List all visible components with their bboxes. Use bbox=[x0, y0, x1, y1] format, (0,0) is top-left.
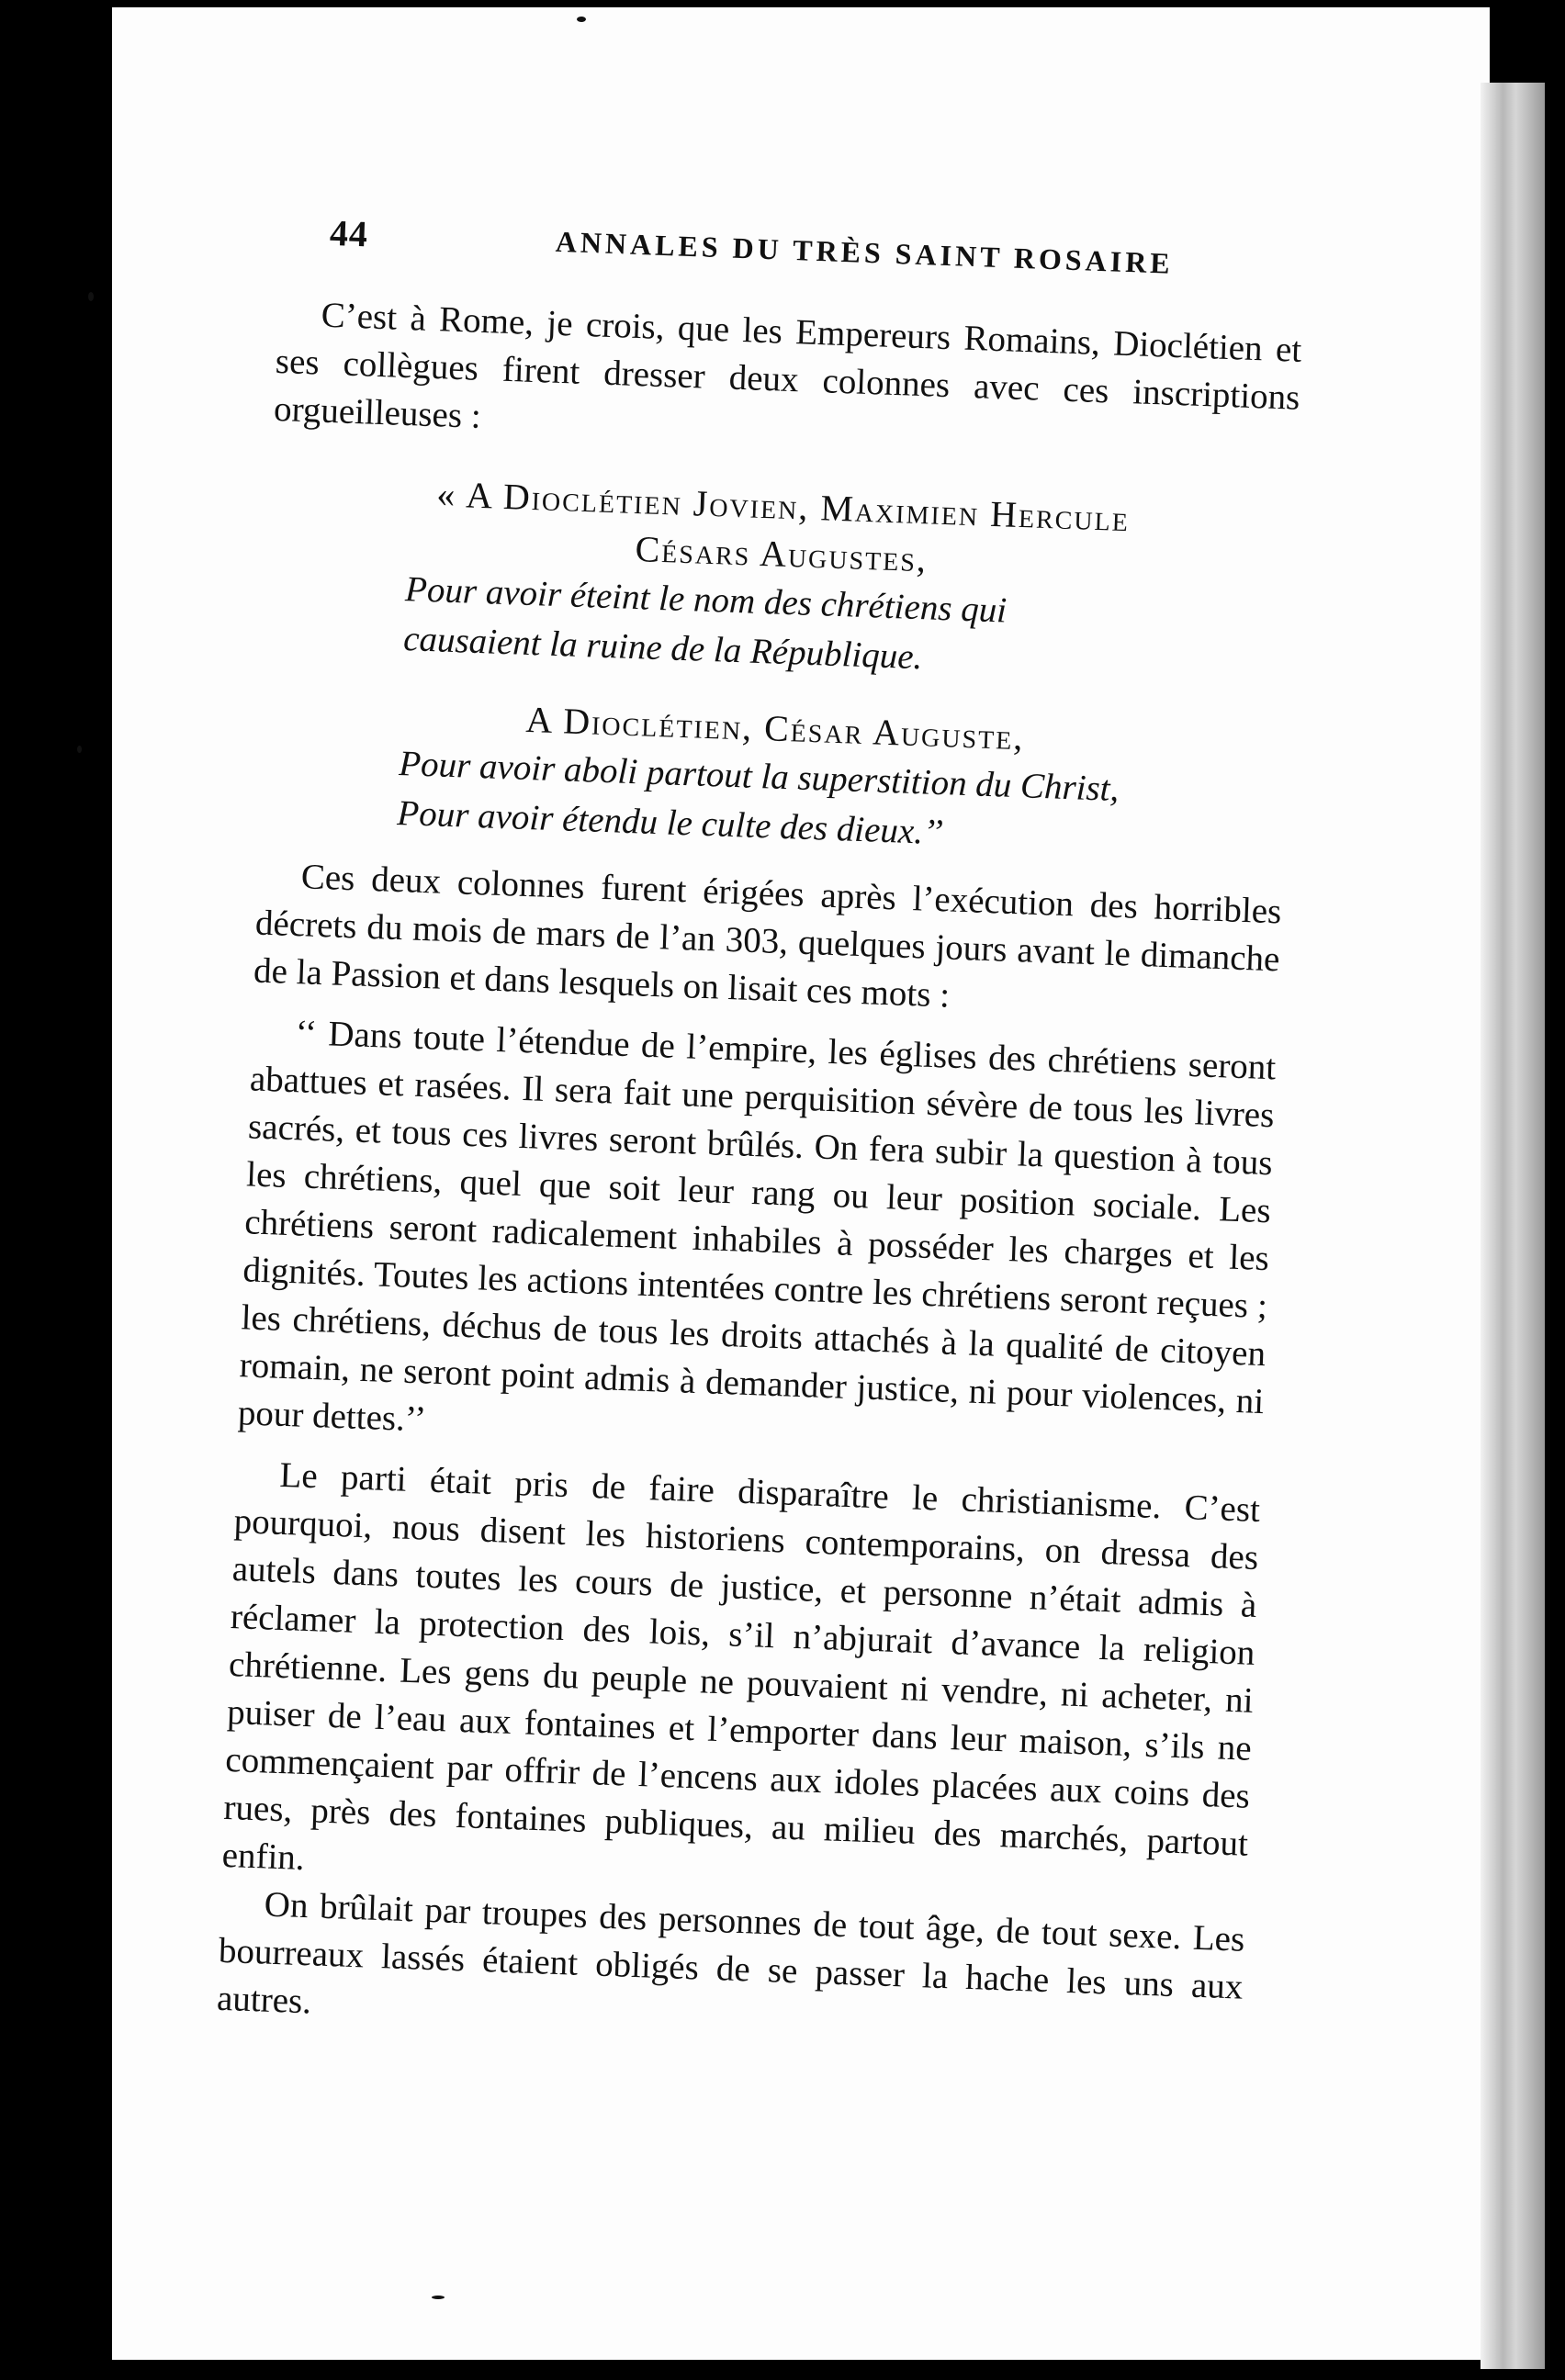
paragraph-edict-quote: ‘‘ Dans toute l’étendue de l’empire, les églises des chrétiens seront abattues et rasées. Il sera fait une perquisition sévère de tous les livres sacrés, et tous ces livres seront brûlés. On fera subir la question à tous les chrétiens, quel que soit leur rang ou leur position sociale. Les chrétiens seront radicalement inhabiles à posséder les charges et les dignités. Toutes les actions intentées contre les chrétiens seront reçues ; les chrétiens, déchus de tous les droits attachés à la qualité de citoyen romain, ne seront point admis à demander justice, ni pour violences, ni pour dettes.’’ bbox=[237, 1013, 1277, 1440]
inscription-1-line-2: causaient la ruine de la République. bbox=[402, 619, 924, 678]
inscription-1-heading-line-2: Césars Augustes, bbox=[634, 528, 929, 580]
page-number: 44 bbox=[329, 211, 369, 255]
page-edge-shadow bbox=[1481, 83, 1545, 2369]
page-text-block bbox=[216, 208, 1305, 2060]
inscription-1-heading-line-1: « A Dioclétien Jovien, Maximien Hercule bbox=[435, 473, 1131, 540]
dust-speck bbox=[577, 17, 586, 22]
paragraph-persecution: Le parti était pris de faire disparaître le christianisme. C’est pourquoi, nous disent les historiens contemporains, on dressa des autels dans toutes les cours de justice, et personne n’était admis à réclamer la protection des lois, s’il n’abjurait d’avance la religion chrétienne. Les gens du peuple ne pouvaient ni vendre, ni acheter, ni puiser de l’eau aux fontaines et l’emporter dans leur maison, s’ils ne commençaient par offrir de l’encens aux idoles placées aux coins des rues, près des fontaines publiques, au milieu des marchés, partout enfin. bbox=[221, 1454, 1261, 1879]
inscription-1-line-1: Pour avoir éteint le nom des chrétiens qui bbox=[404, 569, 1008, 631]
paragraph-burning: On brûlait par troupes des personnes de tout âge, de tout sexe. Les bourreaux lassés étaient obligés de se passer la hache les uns aux autres. bbox=[216, 1884, 1245, 2022]
inscription-2-line-2: Pour avoir étendu le culte des dieux.’’ bbox=[396, 792, 944, 853]
running-head: ANNALES DU TRÈS SAINT ROSAIRE bbox=[555, 224, 1175, 280]
dust-speck bbox=[77, 746, 82, 753]
dust-speck bbox=[88, 292, 94, 301]
dust-speck bbox=[432, 2296, 445, 2299]
paragraph-intro: C’est à Rome, je crois, que les Empereurs Romains, Dioclétien et ses collègues firent dresser deux colonnes avec ces inscriptions orgueilleuses : bbox=[273, 295, 1302, 436]
paragraph-decrees: Ces deux colonnes furent érigées après l’exécution des horribles décrets du mois de mars de l’an 303, quelques jours avant le dimanche de la Passion et dans lesquels on lisait ces mots : bbox=[253, 857, 1283, 1016]
inscription-2-heading: A Dioclétien, César Auguste, bbox=[524, 698, 1026, 758]
inscriptions-block bbox=[259, 465, 1297, 870]
inscription-2-line-1: Pour avoir aboli partout la superstition du Christ, bbox=[398, 743, 1120, 810]
